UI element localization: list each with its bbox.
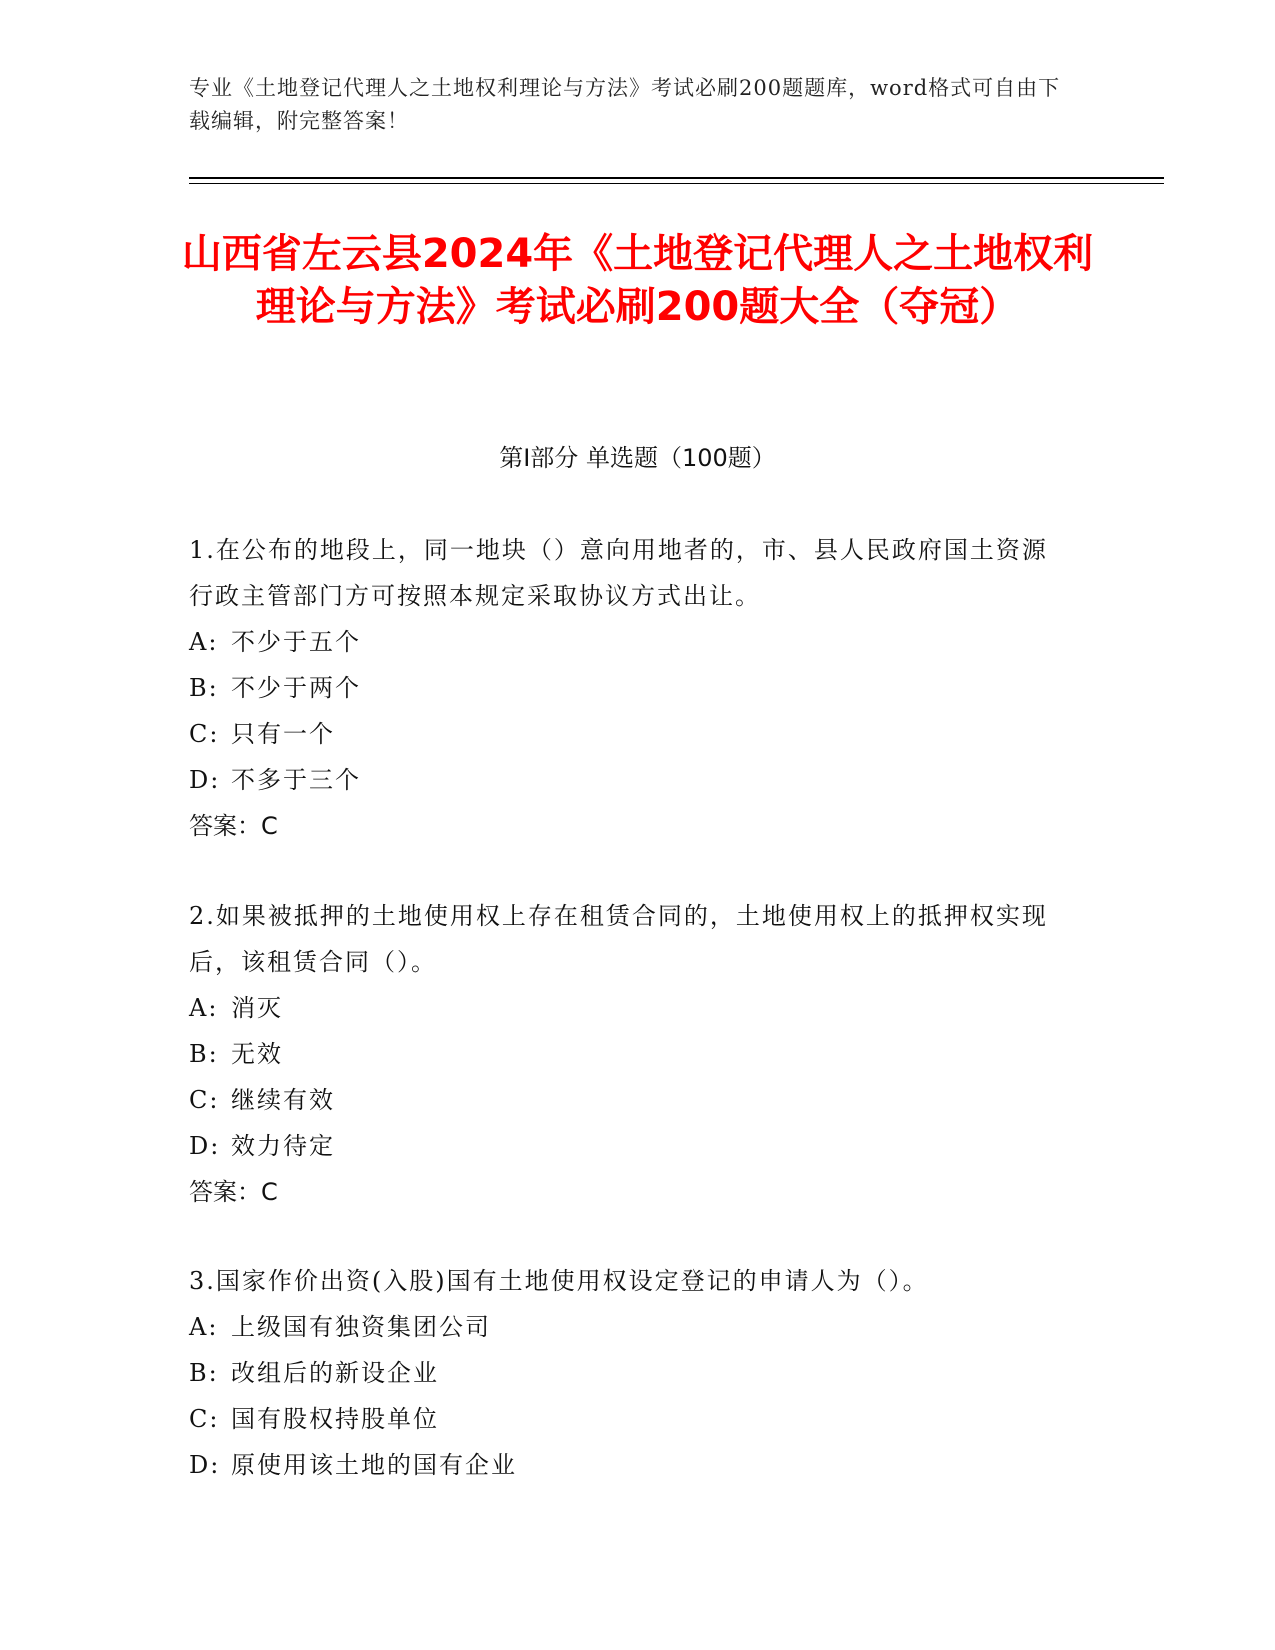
option-text: 无效 xyxy=(231,1040,283,1068)
option-text: 只有一个 xyxy=(231,720,335,748)
option-key: B: xyxy=(189,1040,219,1068)
option-d xyxy=(189,1442,1069,1488)
option-a xyxy=(189,985,1069,1031)
option-key: B: xyxy=(189,674,219,702)
option-key: C: xyxy=(189,1086,220,1114)
option-text: 改组后的新设企业 xyxy=(231,1359,439,1387)
option-d xyxy=(189,1123,1069,1169)
option-text: 继续有效 xyxy=(231,1086,335,1114)
option-key: A: xyxy=(189,994,219,1022)
option-key: D: xyxy=(189,1132,221,1160)
section-heading: 第I部分 单选题（100题） xyxy=(499,444,776,472)
answer-line: 答案：C xyxy=(189,812,278,840)
option-key: C: xyxy=(189,720,220,748)
option-text: 消灭 xyxy=(231,994,283,1022)
option-c xyxy=(189,1396,1069,1442)
option-text: 原使用该土地的国有企业 xyxy=(231,1451,517,1479)
option-a xyxy=(189,619,1069,665)
option-a xyxy=(189,1304,1069,1350)
intro-text: 专业《土地登记代理人之土地权利理论与方法》考试必刷200题题库，word格式可自由下载编辑，附完整答案！ xyxy=(189,76,1061,133)
document-title: 山西省左云县2024年《土地登记代理人之土地权利理论与方法》考试必刷200题大全（夺冠） xyxy=(181,231,1094,330)
option-b xyxy=(189,665,1069,711)
question-stem: 2.如果被抵押的土地使用权上存在租赁合同的，土地使用权上的抵押权实现后，该租赁合同（）。 xyxy=(189,902,1048,976)
option-key: D: xyxy=(189,766,221,794)
option-b xyxy=(189,1031,1069,1077)
option-b xyxy=(189,1350,1069,1396)
option-key: B: xyxy=(189,1359,219,1387)
option-c xyxy=(189,711,1069,757)
option-text: 不多于三个 xyxy=(231,766,361,794)
option-key: D: xyxy=(189,1451,221,1479)
option-text: 上级国有独资集团公司 xyxy=(231,1313,491,1341)
option-key: C: xyxy=(189,1405,220,1433)
question-stem: 1.在公布的地段上，同一地块（）意向用地者的，市、县人民政府国土资源行政主管部门方可按照本规定采取协议方式出让。 xyxy=(189,536,1048,610)
option-text: 不少于五个 xyxy=(231,628,361,656)
option-d xyxy=(189,757,1069,803)
option-text: 效力待定 xyxy=(231,1132,335,1160)
question-block xyxy=(189,893,1069,1215)
answer-line: 答案：C xyxy=(189,1178,278,1206)
option-c xyxy=(189,1077,1069,1123)
header-divider-thick xyxy=(189,177,1164,179)
option-key: A: xyxy=(189,628,219,656)
option-text: 国有股权持股单位 xyxy=(231,1405,439,1433)
option-text: 不少于两个 xyxy=(231,674,361,702)
option-key: A: xyxy=(189,1313,219,1341)
header-divider-thin xyxy=(189,183,1164,184)
question-block xyxy=(189,1258,1069,1488)
question-block xyxy=(189,527,1069,849)
question-stem: 3.国家作价出资(入股)国有土地使用权设定登记的申请人为（）。 xyxy=(189,1267,929,1295)
